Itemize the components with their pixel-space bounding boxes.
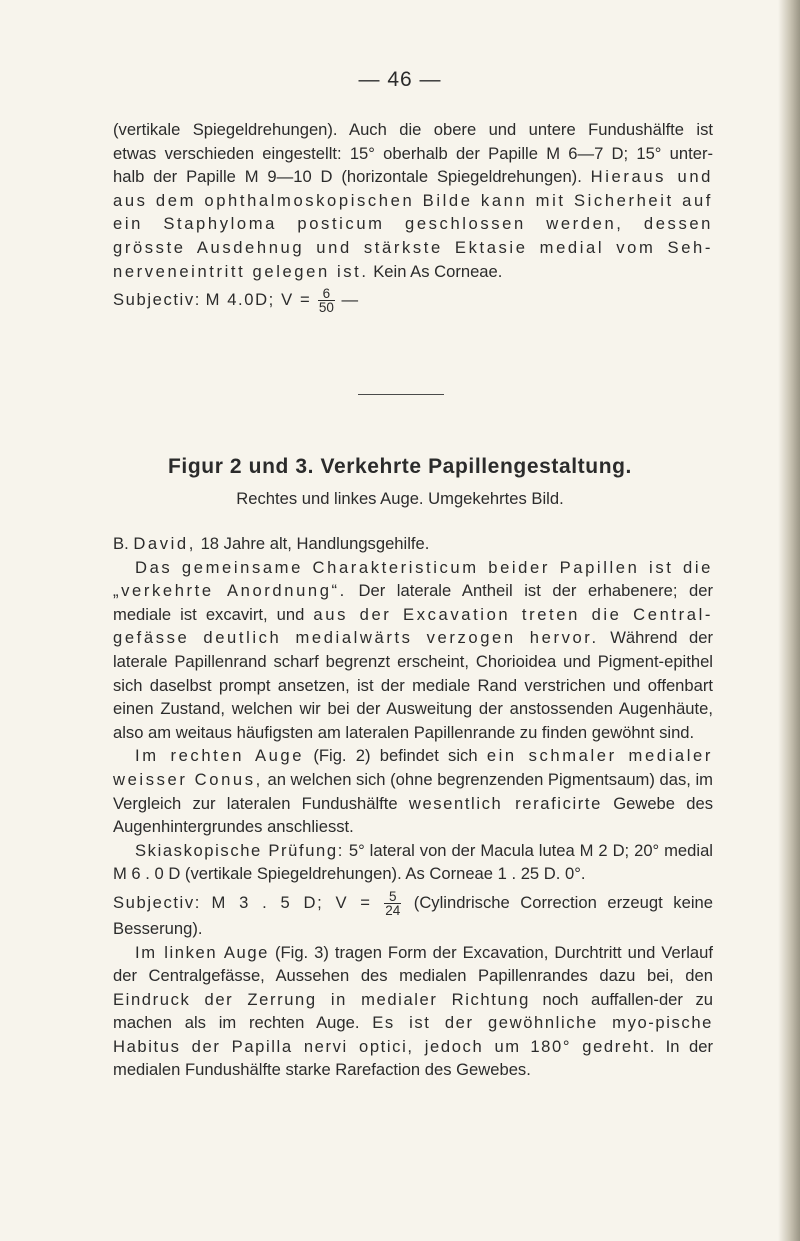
emphasis-span: Hieraus und — [590, 167, 713, 187]
text-line: etwas verschieden eingestellt: 15° oberhalb der Papille M 6—7 D; 15° unter- — [113, 143, 713, 163]
subjective-label: Subjectiv: — [113, 290, 201, 310]
text-span: Kein As Corneae. — [373, 261, 503, 281]
paragraph-continuation — [113, 118, 713, 314]
patient-name: David, — [133, 534, 196, 553]
patient-line — [113, 532, 713, 556]
text-line: grösste Ausdehnug und stärkste Ektasie medial vom Seh- — [113, 237, 713, 257]
paragraph — [113, 556, 713, 745]
text-span: In der medialen Fundushälfte starke Rarefaction des Gewebes. — [113, 1036, 713, 1080]
emphasis-span: Das gemeinsame Charakteristicum beider Papillen ist die „verkehrte Anordnung“. — [113, 557, 713, 601]
text-span: halb der Papille M 9—10 D (horizontale Spiegeldrehungen). — [113, 167, 582, 187]
subjective-value: M 3 . 5 D; V = — [211, 892, 372, 912]
subjective-value: M 4.0D; V = — [205, 290, 312, 310]
subjective-line — [113, 287, 713, 314]
visus-fraction — [318, 287, 335, 314]
emphasis-span: ein schmaler medialer weisser Conus, — [113, 746, 713, 789]
section-divider — [358, 394, 444, 395]
fraction-numerator: 5 — [384, 890, 401, 904]
patient-details: 18 Jahre alt, Handlungsgehilfe. — [200, 534, 430, 553]
paragraph — [113, 839, 713, 886]
text-line: (vertikale Spiegeldrehungen). Auch die obere und untere Fundushälfte ist — [113, 120, 713, 139]
text-span: an welchen sich (ohne begrenzenden Pigmentsaum) das, im Vergleich zur lateralen Fundushälfte — [113, 769, 713, 813]
figure-subheading: Rechtes und linkes Auge. Umgekehrtes Bild. — [236, 489, 564, 508]
emphasis-span: wesentlich reraficirte — [408, 793, 602, 813]
emphasis-span: aus der Excavation treten die Central-gefässe deutlich medialwärts verzogen hervor. — [113, 604, 713, 648]
paragraph — [113, 941, 713, 1083]
emphasis-span: Im rechten Auge — [135, 746, 305, 766]
emphasis-span: 180° gedreht. — [530, 1036, 656, 1056]
subjective-tail: (Cylindrische Correction erzeugt keine Besserung). — [113, 892, 713, 938]
paragraph — [113, 744, 713, 838]
fraction-denominator: 50 — [318, 300, 334, 316]
text-span: (Fig. 3) tragen Form der Excavation, Durchtritt und Verlauf der Centralgefässe, Aussehen des medialen Papillenrandes dazu bei, den — [113, 942, 713, 986]
fraction-denominator: 24 — [385, 902, 401, 918]
emphasis-span: Eindruck der Zerrung in medialer Richtung — [113, 989, 530, 1009]
emphasis-span: Skiaskopische Prüfung: — [135, 840, 344, 860]
visus-fraction — [384, 890, 401, 917]
text-span: Während der laterale Papillenrand scharf begrenzt erscheint, Chorioidea und Pigment-epithel sich daselbst prompt ansetzen, ist der mediale Rand verstrichen und offenbart einen Zustand, welchen wir bei der Ausweitung der anstossenden Augenhäute, also am weitaus häufigsten am lateralen Papillenrande zu finden gewöhnt sind. — [113, 628, 713, 742]
text-span: noch auffallen-der zu machen als im rechten Auge. — [113, 989, 713, 1033]
text-line: ein Staphyloma posticum geschlossen werden, dessen — [113, 214, 713, 234]
page-number: — 46 — — [358, 68, 442, 91]
fraction-numerator: 6 — [318, 287, 335, 301]
subjective-tail: — — [341, 290, 359, 310]
text-span: Gewebe des Augenhintergrundes anschliesst. — [113, 793, 713, 837]
subjective-line — [113, 890, 713, 941]
text-line: aus dem ophthalmoskopischen Bilde kann mit Sicherheit auf — [113, 190, 713, 210]
figure-heading: Figur 2 und 3. Verkehrte Papillengestaltung. — [168, 455, 632, 478]
page-edge-shadow — [778, 0, 800, 1241]
emphasis-span: nerveneintritt gelegen ist. — [113, 261, 369, 281]
subjective-label: Subjectiv: — [113, 892, 201, 912]
emphasis-span: Es ist der gewöhnliche myo-pische Habitus der Papilla nervi optici, jedoch um — [113, 1013, 713, 1056]
text-line — [113, 260, 713, 284]
patient-initial: B. — [113, 534, 129, 553]
text-span: (Fig. 2) befindet sich — [313, 746, 478, 766]
emphasis-span: Im linken Auge — [135, 942, 269, 962]
text-line — [113, 165, 713, 189]
text-span: Der laterale Antheil ist der erhabenere; der mediale ist excavirt, und — [113, 581, 713, 624]
text-span: 5° lateral von der Macula lutea M 2 D; 20° medial M 6 . 0 D (vertikale Spiegeldrehungen). As Corneae 1 . 25 D. 0°. — [113, 840, 713, 884]
case-report — [113, 532, 713, 1082]
